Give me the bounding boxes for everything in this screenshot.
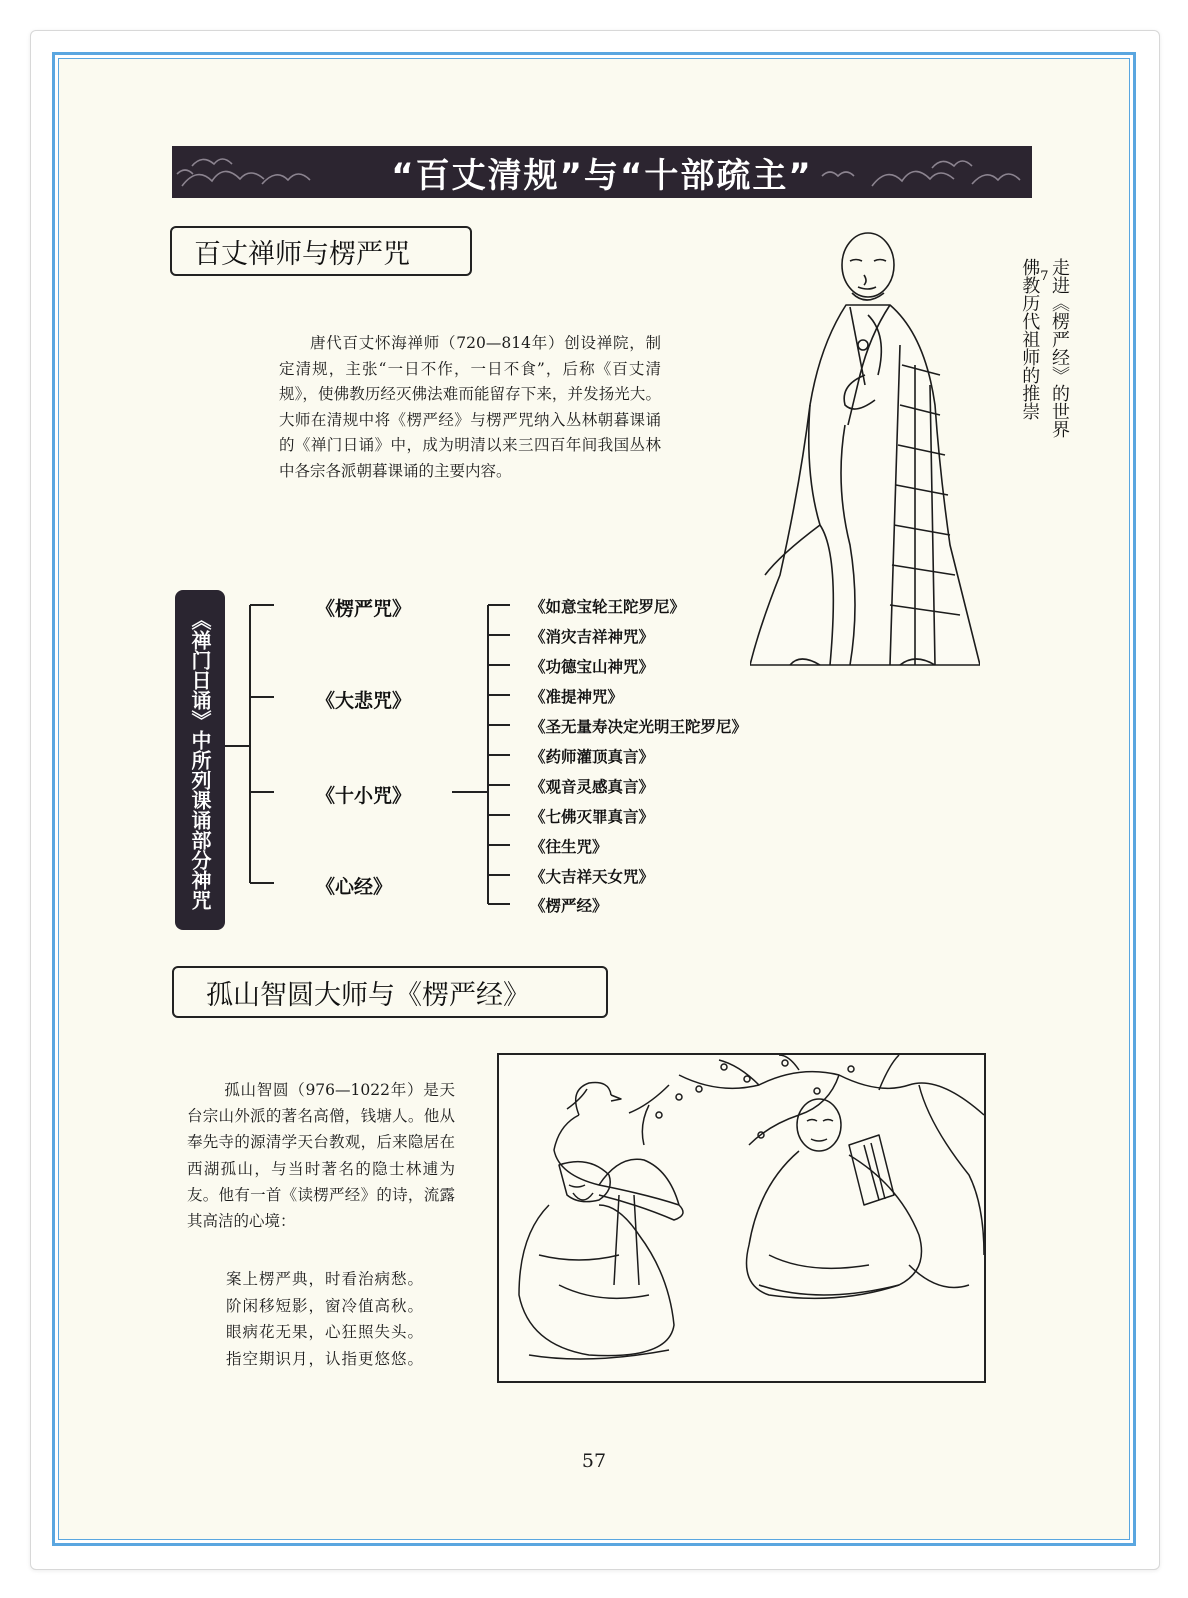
- tree-root-label: 《禅门日诵》中所列课诵部分神咒: [175, 590, 225, 930]
- sidebar-title-top: 走进《楞严经》的世界: [1049, 258, 1070, 438]
- tree-right-item: 《七佛灭罪真言》: [530, 808, 655, 826]
- tree-right-item: 《如意宝轮王陀罗尼》: [530, 598, 686, 616]
- tree-right-item: 《观音灵感真言》: [530, 778, 655, 796]
- tree-mid-item: 《十小咒》: [316, 785, 412, 807]
- section1-paragraph: 唐代百丈怀海禅师（720—814年）创设禅院，制定清规，主张“一日不作，一日不食”，后称《百丈清规》，使佛教历经灭佛法难而能留存下来，并发扬光大。大师在清规中将《楞严经》与楞严咒纳入丛林朝暮课诵的《禅门日诵》中，成为明清以来三四百年间我国丛林中各宗各派朝暮课诵的主要内容。: [279, 334, 661, 480]
- sidebar-chapter-number: 7: [1040, 269, 1049, 284]
- tree-right-item: 《楞严经》: [530, 897, 608, 915]
- tree-right-item: 《圣无量寿决定光明王陀罗尼》: [530, 718, 748, 736]
- section2-paragraph: 孤山智圆（976—1022年）是天台宗山外派的著名高僧，钱塘人。他从奉先寺的源清学天台教观，后来隐居在西湖孤山，与当时著名的隐士林逋为友。他有一首《读楞严经》的诗，流露其高洁的心境：: [187, 1081, 455, 1231]
- poem-line: 案上楞严典，时看治病愁。: [226, 1270, 425, 1288]
- tree-mid-item: 《楞严咒》: [316, 598, 412, 620]
- banner-title: “百丈清规”与“十部疏主”: [391, 155, 813, 196]
- crane-scene-drawing: [499, 1055, 984, 1381]
- tree-right-item: 《功德宝山神咒》: [530, 658, 655, 676]
- poem-line: 眼病花无果，心狂照失头。: [226, 1323, 425, 1341]
- crane-monks-illustration: [497, 1053, 986, 1383]
- tree-right-item: 《大吉祥天女咒》: [530, 868, 655, 886]
- sidebar-title-bottom: 佛教历代祖师的推崇: [1019, 258, 1041, 420]
- poem-line: 阶闲移短影，窗冷值高秋。: [226, 1296, 425, 1315]
- tree-right-item: 《药师灌顶真言》: [530, 748, 655, 766]
- tree-mid-item: 《大悲咒》: [316, 690, 412, 712]
- tree-right-item: 《准提神咒》: [530, 688, 624, 706]
- tree-right-item: 《往生咒》: [530, 838, 608, 856]
- tree-mid-item: 《心经》: [316, 876, 393, 898]
- section-heading-1: 百丈禅师与楞严咒: [170, 226, 472, 276]
- page-number: 57: [581, 1450, 607, 1472]
- poem-line: 指空期识月，认指更悠悠。: [226, 1349, 425, 1368]
- tree-right-item: 《消灾吉祥神咒》: [530, 628, 655, 646]
- section-heading-2: 孤山智圆大师与《楞严经》: [172, 966, 608, 1018]
- poem: [226, 1266, 424, 1372]
